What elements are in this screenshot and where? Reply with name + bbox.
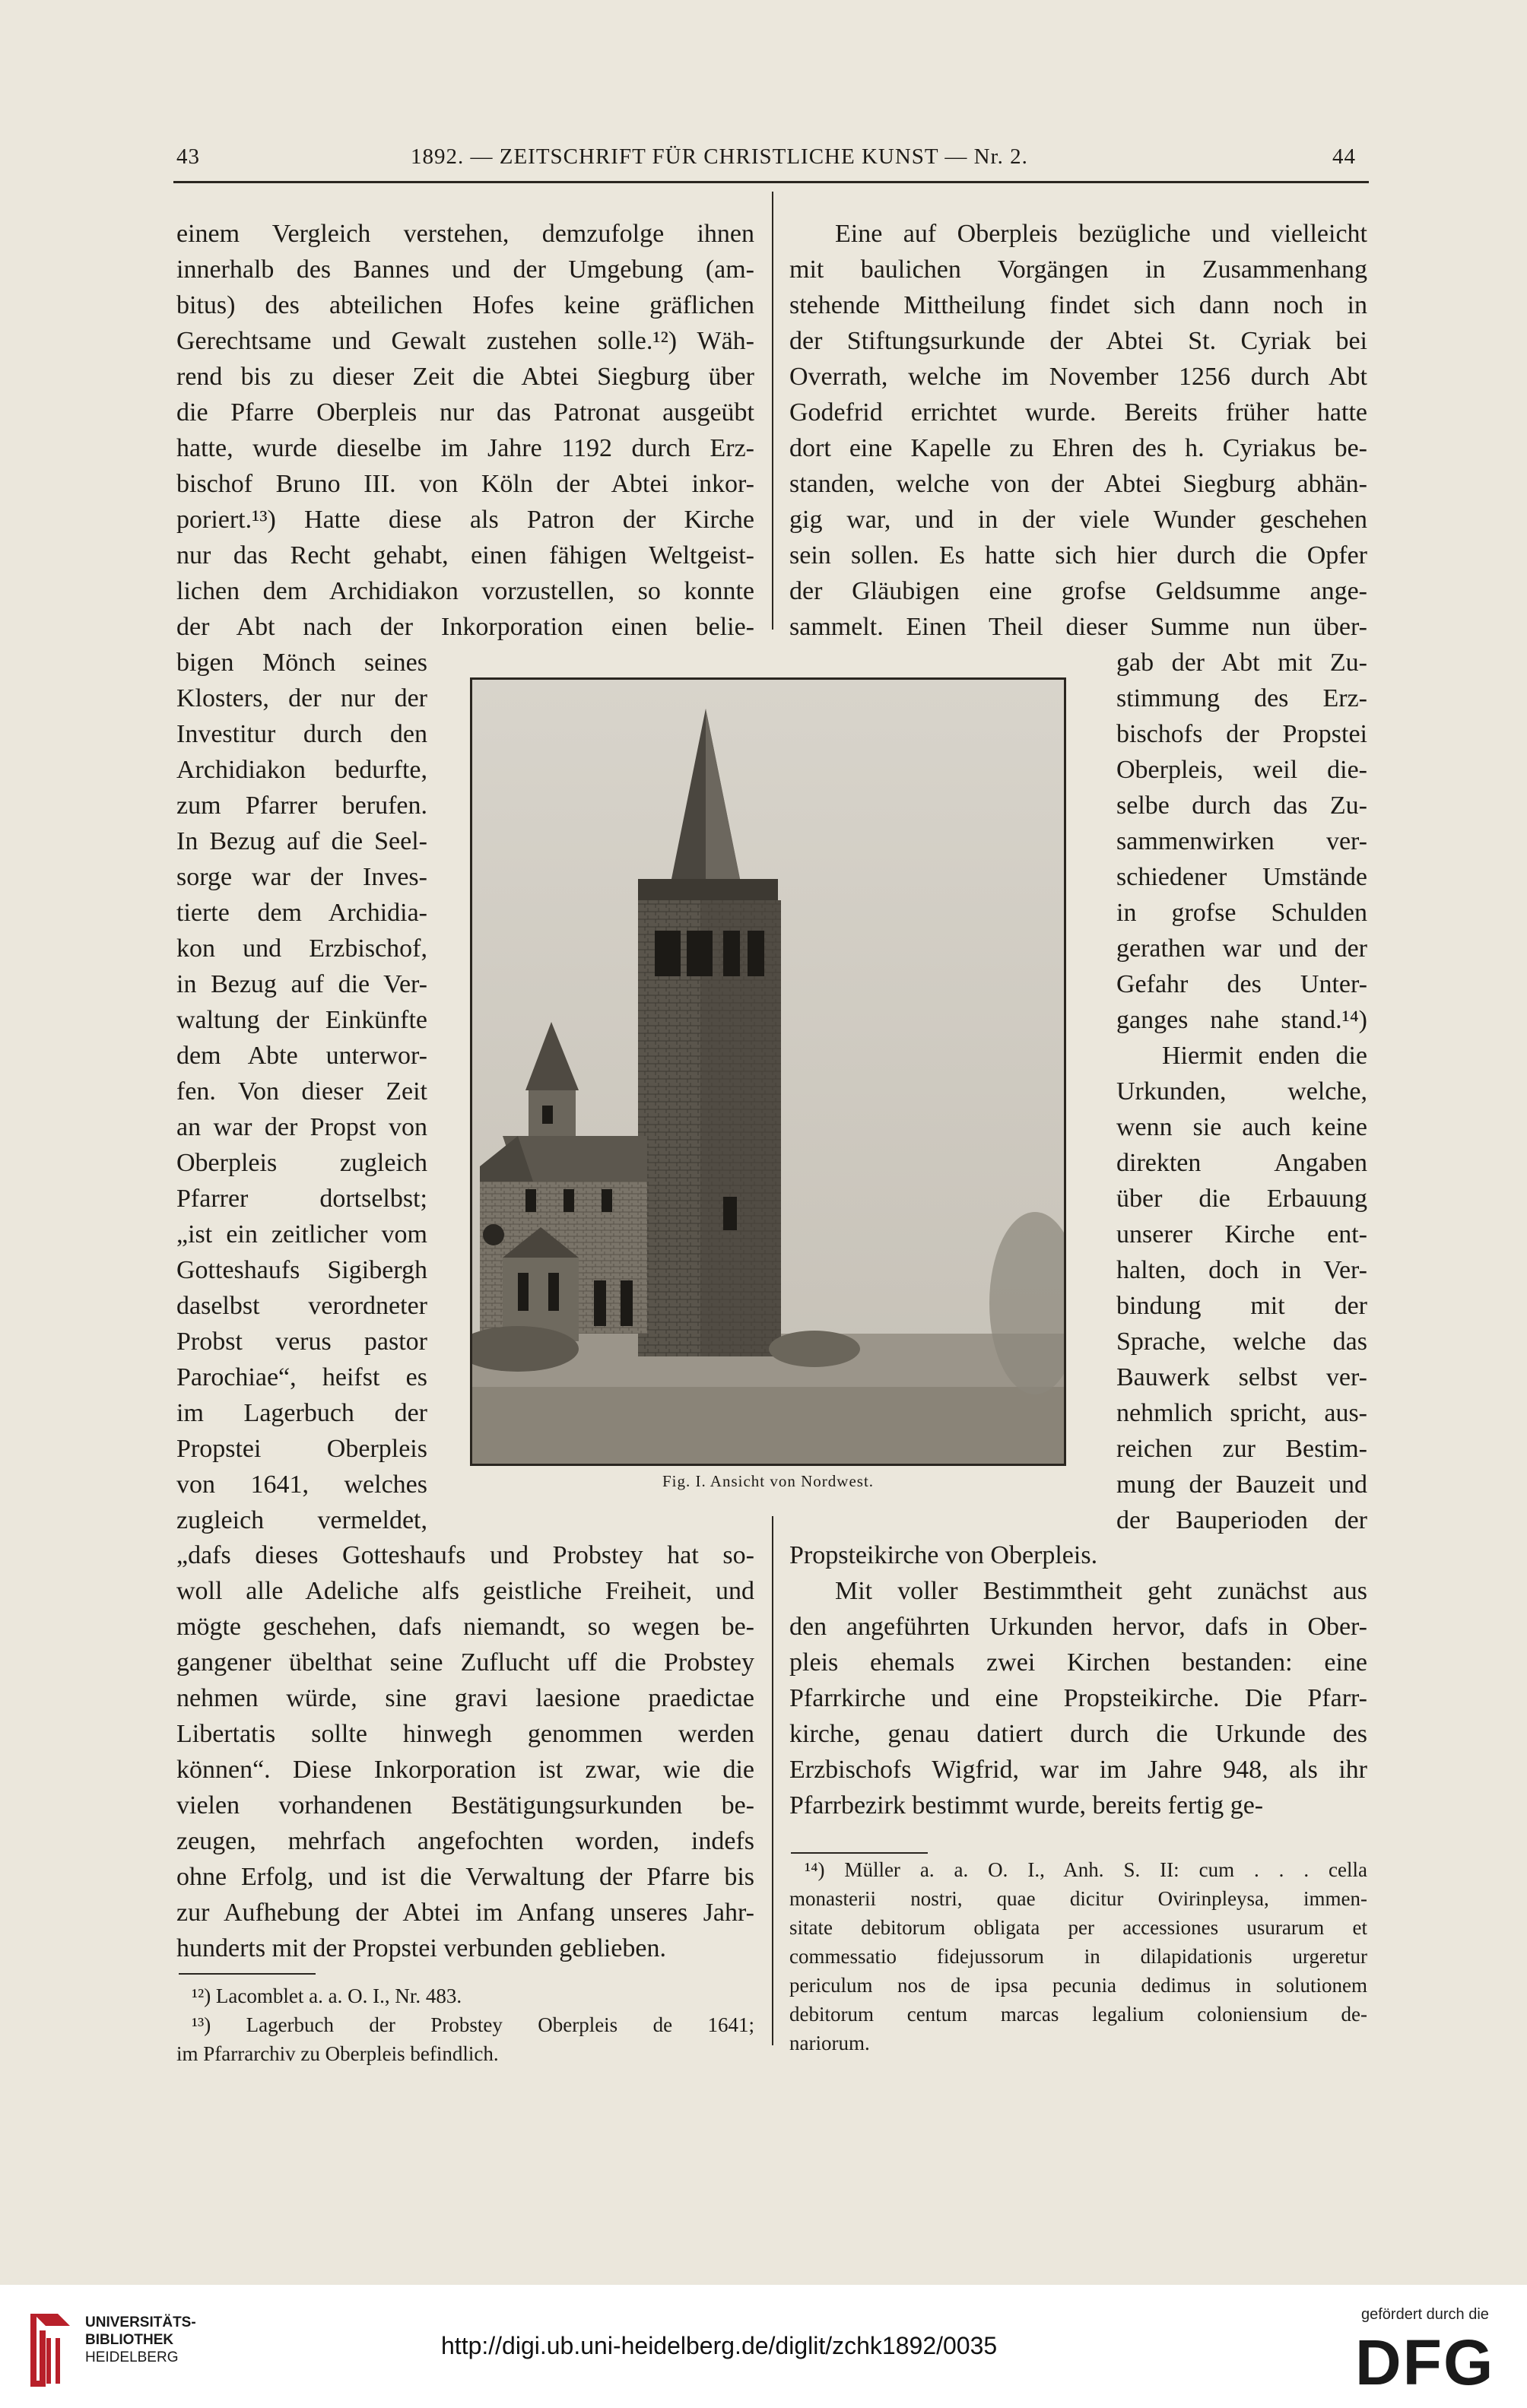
- text-line: halten, doch in Ver-: [1116, 1256, 1367, 1284]
- text-line: direkten Angaben: [1116, 1149, 1367, 1177]
- text-line: der Gläubigen eine grofse Geldsumme ange-: [789, 577, 1367, 605]
- church-drawing-icon: [472, 680, 1064, 1464]
- text-line: unserer Kirche ent-: [1116, 1220, 1367, 1248]
- text-line: „ist ein zeitlicher vom: [176, 1220, 427, 1248]
- column-divider-bottom: [772, 1516, 773, 2045]
- text-line: fen. Von dieser Zeit: [176, 1077, 427, 1106]
- text-line: im Lagerbuch der: [176, 1399, 427, 1427]
- text-line: woll alle Adeliche alfs geistliche Freiheit, und: [176, 1577, 754, 1605]
- right-footnote: [789, 1855, 1367, 2057]
- text-line: mögte geschehen, dafs niemandt, so wegen be-: [176, 1613, 754, 1641]
- text-line: Pfarrer dortselbst;: [176, 1185, 427, 1213]
- text-line: tierte dem Archidia-: [176, 899, 427, 927]
- text-line: innerhalb des Bannes und der Umgebung (am-: [176, 255, 754, 284]
- text-line: pleis ehemals zwei Kirchen bestanden: eine: [789, 1648, 1367, 1677]
- figure-caption: Fig. I. Ansicht von Nordwest.: [662, 1472, 875, 1490]
- text-line: Overrath, welche im November 1256 durch Abt: [789, 363, 1367, 391]
- left-column-narrow-text: [176, 645, 427, 1538]
- text-line: Investitur durch den: [176, 720, 427, 748]
- text-line: lichen dem Archidiakon vorzustellen, so konnte: [176, 577, 754, 605]
- header-rule: [173, 181, 1369, 183]
- digitization-footer: [0, 2285, 1527, 2408]
- text-line: periculum nos de ipsa pecunia dedimus in solutionem: [789, 1974, 1367, 1997]
- text-line: Mit voller Bestimmtheit geht zunächst aus: [835, 1577, 1367, 1605]
- library-name: [85, 2314, 196, 2366]
- text-line: können“. Diese Inkorporation ist zwar, wie die: [176, 1756, 754, 1784]
- text-line: mit baulichen Vorgängen in Zusammenhang: [789, 255, 1367, 284]
- text-line: stehende Mittheilung findet sich dann noch in: [789, 291, 1367, 319]
- church-illustration: [470, 677, 1066, 1466]
- text-line: bitus) des abteilichen Hofes keine gräflichen: [176, 291, 754, 319]
- library-name-line1: UNIVERSITÄTS-: [85, 2314, 196, 2330]
- text-line: Parochiae“, heifst es: [176, 1363, 427, 1391]
- text-line: Eine auf Oberpleis bezügliche und vielleicht: [835, 220, 1367, 248]
- text-line: Libertatis sollte hinwegh genommen werden: [176, 1720, 754, 1748]
- text-line: debitorum centum marcas legalium coloniensium de-: [789, 2003, 1367, 2026]
- text-line: ohne Erfolg, und ist die Verwaltung der Pfarre bis: [176, 1863, 754, 1891]
- text-line: stimmung des Erz-: [1116, 684, 1367, 712]
- text-line: Propsteikirche von Oberpleis.: [789, 1541, 1098, 1569]
- text-line: bischofs der Propstei: [1116, 720, 1367, 748]
- text-line: daselbst verordneter: [176, 1292, 427, 1320]
- text-line: Archidiakon bedurfte,: [176, 756, 427, 784]
- text-line: bigen Mönch seines: [176, 649, 427, 677]
- text-line: waltung der Einkünfte: [176, 1006, 427, 1034]
- text-line: monasterii nostri, quae dicitur Ovirinpleysa, immen-: [789, 1887, 1367, 1910]
- text-line: dem Abte unterwor-: [176, 1042, 427, 1070]
- text-line: den angeführten Urkunden hervor, dafs in Ober-: [789, 1613, 1367, 1641]
- page-number-left: 43: [176, 144, 200, 169]
- university-library-logo-icon: [27, 2308, 76, 2391]
- text-line: „dafs dieses Gotteshaufs und Probstey hat so-: [176, 1541, 754, 1569]
- text-line: der Stiftungsurkunde der Abtei St. Cyriak bei: [789, 327, 1367, 355]
- text-line: Propstei Oberpleis: [176, 1435, 427, 1463]
- funded-by-text: gefördert durch die: [1361, 2306, 1489, 2323]
- text-line: Gotteshaufs Sigibergh: [176, 1256, 427, 1284]
- text-line: Erzbischofs Wigfrid, war im Jahre 948, als ihr: [789, 1756, 1367, 1784]
- text-line: In Bezug auf die Seel-: [176, 827, 427, 855]
- left-footnote-rule: [179, 1973, 316, 1975]
- text-line: sammenwirken ver-: [1116, 827, 1367, 855]
- text-line: nehmen würde, sine gravi laesione praedictae: [176, 1684, 754, 1712]
- text-line: bischof Bruno III. von Köln der Abtei inkor-: [176, 470, 754, 498]
- text-line: Gefahr des Unter-: [1116, 970, 1367, 998]
- text-line: an war der Propst von: [176, 1113, 427, 1141]
- text-line: zur Aufhebung der Abtei im Anfang unseres Jahr-: [176, 1899, 754, 1927]
- text-line: nur das Recht gehabt, einen fähigen Weltgeist-: [176, 541, 754, 569]
- text-line: die Pfarre Oberpleis nur das Patronat ausgeübt: [176, 398, 754, 427]
- text-line: ¹⁴) Müller a. a. O. I., Anh. S. II: cum . . . cella: [805, 1858, 1367, 1881]
- text-line: Pfarrbezirk bestimmt wurde, bereits fertig ge-: [789, 1791, 1264, 1819]
- text-line: nehmlich spricht, aus-: [1116, 1399, 1367, 1427]
- text-line: rend bis zu dieser Zeit die Abtei Siegburg über: [176, 363, 754, 391]
- text-line: gab der Abt mit Zu-: [1116, 649, 1367, 677]
- text-line: sein sollen. Es hatte sich hier durch die Opfer: [789, 541, 1367, 569]
- text-line: einem Vergleich verstehen, demzufolge ihnen: [176, 220, 754, 248]
- running-title: 1892. — ZEITSCHRIFT FÜR CHRISTLICHE KUNST — Nr. 2.: [411, 144, 1028, 169]
- text-line: kon und Erzbischof,: [176, 934, 427, 963]
- text-line: vielen vorhandenen Bestätigungsurkunden be-: [176, 1791, 754, 1819]
- text-line: selbe durch das Zu-: [1116, 792, 1367, 820]
- left-column-bottom-text: [176, 1537, 754, 1966]
- text-line: im Pfarrarchiv zu Oberpleis befindlich.: [176, 2042, 499, 2065]
- text-line: zugleich vermeldet,: [176, 1506, 427, 1534]
- text-line: in grofse Schulden: [1116, 899, 1367, 927]
- text-line: Hiermit enden die: [1162, 1042, 1367, 1070]
- text-line: ¹²) Lacomblet a. a. O. I., Nr. 483.: [192, 1984, 462, 2007]
- right-footnote-rule: [791, 1852, 928, 1854]
- text-line: dort eine Kapelle zu Ehren des h. Cyriakus be-: [789, 434, 1367, 462]
- text-line: Klosters, der nur der: [176, 684, 427, 712]
- text-line: mung der Bauzeit und: [1116, 1470, 1367, 1499]
- text-line: standen, welche von der Abtei Siegburg abhän-: [789, 470, 1367, 498]
- text-line: gig war, und in der viele Wunder geschehen: [789, 506, 1367, 534]
- column-divider-top: [772, 192, 773, 630]
- right-column-narrow-text: [1116, 645, 1367, 1538]
- library-name-line2: BIBLIOTHEK: [85, 2332, 174, 2348]
- text-line: von 1641, welches: [176, 1470, 427, 1499]
- right-column-top-text: [789, 216, 1367, 645]
- text-line: zeugen, mehrfach angefochten worden, indefs: [176, 1827, 754, 1855]
- text-line: wenn sie auch keine: [1116, 1113, 1367, 1141]
- text-line: Oberpleis zugleich: [176, 1149, 427, 1177]
- text-line: kirche, genau datiert durch die Urkunde des: [789, 1720, 1367, 1748]
- text-line: hunderts mit der Propstei verbunden geblieben.: [176, 1934, 666, 1962]
- text-line: bindung mit der: [1116, 1292, 1367, 1320]
- text-line: zum Pfarrer berufen.: [176, 792, 427, 820]
- text-line: Gerechtsame und Gewalt zustehen solle.¹²) Wäh-: [176, 327, 754, 355]
- text-line: über die Erbauung: [1116, 1185, 1367, 1213]
- text-line: ganges nahe stand.¹⁴): [1116, 1006, 1367, 1034]
- permalink-url[interactable]: http://digi.ub.uni-heidelberg.de/diglit/zchk1892/0035: [441, 2332, 998, 2359]
- text-line: Urkunden, welche,: [1116, 1077, 1367, 1106]
- left-footnotes: [176, 1981, 754, 2068]
- text-line: hatte, wurde dieselbe im Jahre 1192 durch Erz-: [176, 434, 754, 462]
- text-line: nariorum.: [789, 2032, 870, 2054]
- text-line: sorge war der Inves-: [176, 863, 427, 891]
- text-line: Bauwerk selbst ver-: [1116, 1363, 1367, 1391]
- text-line: reichen zur Bestim-: [1116, 1435, 1367, 1463]
- left-column-top-text: [176, 216, 754, 645]
- text-line: Probst verus pastor: [176, 1328, 427, 1356]
- text-line: der Abt nach der Inkorporation einen belie-: [176, 613, 754, 641]
- right-column-bottom-text: [789, 1537, 1367, 1823]
- text-line: der Bauperioden der: [1116, 1506, 1367, 1534]
- text-line: schiedener Umstände: [1116, 863, 1367, 891]
- text-line: commessatio fidejussorum in dilapidationis urgeretur: [789, 1945, 1367, 1968]
- text-line: Sprache, welche das: [1116, 1328, 1367, 1356]
- library-name-line3: HEIDELBERG: [85, 2349, 179, 2365]
- text-line: in Bezug auf die Ver-: [176, 970, 427, 998]
- dfg-logo: DFG: [1355, 2327, 1495, 2398]
- text-line: Godefrid errichtet wurde. Bereits früher hatte: [789, 398, 1367, 427]
- page-number-right: 44: [1332, 144, 1356, 169]
- text-line: sammelt. Einen Theil dieser Summe nun über-: [789, 613, 1367, 641]
- text-line: Pfarrkirche und eine Propsteikirche. Die Pfarr-: [789, 1684, 1367, 1712]
- text-line: gangener übelthat seine Zuflucht uff die Probstey: [176, 1648, 754, 1677]
- text-line: gerathen war und der: [1116, 934, 1367, 963]
- text-line: ¹³) Lagerbuch der Probstey Oberpleis de 1641;: [192, 2013, 754, 2036]
- text-line: poriert.¹³) Hatte diese als Patron der Kirche: [176, 506, 754, 534]
- text-line: sitate debitorum obligata per accessiones usurarum et: [789, 1916, 1367, 1939]
- text-line: Oberpleis, weil die-: [1116, 756, 1367, 784]
